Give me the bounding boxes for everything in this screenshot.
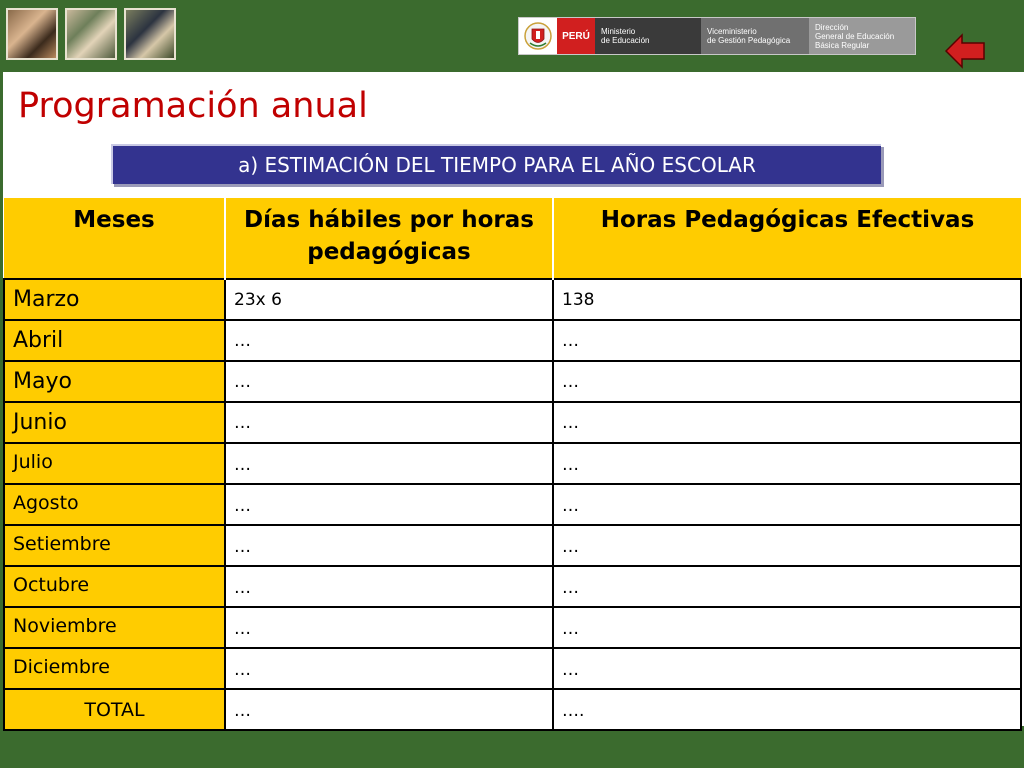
hours-cell: … <box>553 402 1021 443</box>
table-total-row <box>4 689 1021 730</box>
table-row <box>4 402 1021 443</box>
hours-cell: … <box>553 566 1021 607</box>
header-photos <box>6 8 176 60</box>
days-cell: … <box>225 607 553 648</box>
days-cell: … <box>225 525 553 566</box>
days-cell: … <box>225 484 553 525</box>
column-header-days: Días hábiles por horas pedagógicas <box>225 198 553 279</box>
days-cell: … <box>225 443 553 484</box>
month-cell: Setiembre <box>4 525 225 566</box>
month-cell: Abril <box>4 320 225 361</box>
hours-cell: … <box>553 361 1021 402</box>
table-row <box>4 361 1021 402</box>
month-cell: Noviembre <box>4 607 225 648</box>
hours-cell: … <box>553 525 1021 566</box>
hours-cell: … <box>553 648 1021 689</box>
section-heading: a) ESTIMACIÓN DEL TIEMPO PARA EL AÑO ESCOLAR <box>111 144 881 184</box>
hours-cell: … <box>553 484 1021 525</box>
total-days-cell: … <box>225 689 553 730</box>
table-row <box>4 443 1021 484</box>
table-row <box>4 320 1021 361</box>
gov-direction-line-2: General de Educación <box>815 31 895 41</box>
hours-cell: … <box>553 443 1021 484</box>
table-header-row <box>4 198 1021 279</box>
days-cell: … <box>225 402 553 443</box>
month-cell: Agosto <box>4 484 225 525</box>
total-label-cell: TOTAL <box>4 689 225 730</box>
header-bar <box>0 0 1024 72</box>
table-row <box>4 525 1021 566</box>
page-title: Programación anual <box>18 86 368 126</box>
gov-vice-line-1: Viceministerio <box>707 27 757 36</box>
table-row <box>4 484 1021 525</box>
days-cell: 23x 6 <box>225 279 553 320</box>
month-cell: Octubre <box>4 566 225 607</box>
students-photo-1 <box>6 8 58 60</box>
gov-ministry-line-1: Ministerio <box>601 27 636 36</box>
gov-country-label: PERÚ <box>557 18 595 54</box>
days-cell: … <box>225 320 553 361</box>
left-arrow-icon[interactable] <box>944 32 986 70</box>
gov-ministry-label <box>595 18 701 54</box>
students-photo-2 <box>65 8 117 60</box>
column-header-hours: Horas Pedagógicas Efectivas <box>553 198 1021 279</box>
footer-bar <box>0 726 1024 768</box>
hours-cell: 138 <box>553 279 1021 320</box>
gov-direction-line-3: Básica Regular <box>815 40 870 50</box>
gov-direction-line-1: Dirección <box>815 22 849 32</box>
month-cell: Junio <box>4 402 225 443</box>
table-row <box>4 607 1021 648</box>
gov-vice-line-2: de Gestión Pedagógica <box>707 36 791 45</box>
government-logo-banner <box>518 17 916 55</box>
month-cell: Diciembre <box>4 648 225 689</box>
students-photo-3 <box>124 8 176 60</box>
gov-vice-ministry-label <box>701 18 809 54</box>
table-row <box>4 566 1021 607</box>
coat-of-arms-icon <box>519 18 557 54</box>
gov-direction-label <box>809 18 915 54</box>
column-header-months: Meses <box>4 198 225 279</box>
table-row <box>4 279 1021 320</box>
month-cell: Julio <box>4 443 225 484</box>
gov-ministry-line-2: de Educación <box>601 36 650 45</box>
days-cell: … <box>225 566 553 607</box>
month-cell: Marzo <box>4 279 225 320</box>
month-cell: Mayo <box>4 361 225 402</box>
days-cell: … <box>225 648 553 689</box>
hours-cell: … <box>553 320 1021 361</box>
hours-cell: … <box>553 607 1021 648</box>
days-cell: … <box>225 361 553 402</box>
total-hours-cell: …. <box>553 689 1021 730</box>
table-row <box>4 648 1021 689</box>
time-estimation-table <box>3 198 1022 731</box>
